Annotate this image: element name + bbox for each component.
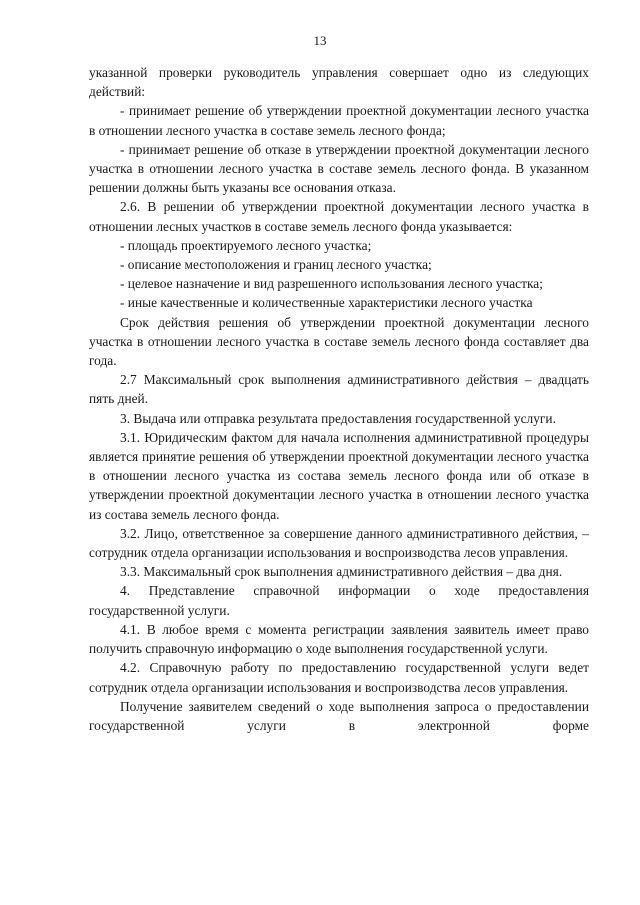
paragraph: 3. Выдача или отправка результата предоставления государственной услуги. [120, 410, 556, 426]
paragraph: - площадь проектируемого лесного участка; [120, 237, 372, 253]
paragraph: указанной проверки руководитель управления совершает одно из следующих действий: [89, 65, 589, 100]
paragraph: - принимает решение об утверждении проектной документации лесного участка в отношении лесного участка в составе земель лесного фонда; [89, 103, 589, 138]
paragraph: 4. Представление справочной информации о ходе предоставления государственной услуги. [89, 583, 589, 618]
paragraph: 4.1. В любое время с момента регистрации заявления заявитель имеет право получить справочную информацию о ходе выполнения государственной услуги. [89, 621, 589, 657]
paragraph: 3.2. Лицо, ответственное за совершение данного административного действия, – сотрудник отдела организации использования и воспроизводства лесов управления. [89, 525, 589, 561]
document-body [89, 63, 589, 735]
paragraph: 2.7 Максимальный срок выполнения административного действия – двадцать пять дней. [89, 372, 589, 407]
paragraph: - иные качественные и количественные характеристики лесного участка [120, 295, 533, 311]
paragraph: - описание местоположения и границ лесного участка; [120, 257, 432, 273]
paragraph: Срок действия решения об утверждении проектной документации лесного участка в отношении лесного участка в составе земель лесного фонда составляет два года. [89, 314, 589, 369]
page-number: 13 [313, 33, 327, 48]
paragraph: 4.2. Справочную работу по предоставлению государственной услуги ведет сотрудник отдела организации использования и воспроизводства лесов управления. [89, 660, 589, 695]
paragraph: - принимает решение об отказе в утверждении проектной документации лесного участка в отношении лесного участка в составе земель лесного фонда. В указанном решении должны быть указаны все основания отказа. [89, 141, 589, 196]
paragraph: 2.6. В решении об утверждении проектной документации лесного участка в отношении лесных участков в составе земель лесного фонда указывается: [89, 199, 589, 234]
paragraph: 3.3. Максимальный срок выполнения административного действия – два дня. [120, 564, 563, 580]
paragraph: - целевое назначение и вид разрешенного использования лесного участка; [120, 276, 543, 292]
paragraph: Получение заявителем сведений о ходе выполнения запроса о предоставлении государственной услуги в электронной форме [89, 698, 589, 733]
paragraph: 3.1. Юридическим фактом для начала исполнения административной процедуры является принятие решения об утверждении проектной документации лесного участка в отношении лесного участка из состава земель лесного фонда или об отказе в утверждении проектной документации лесного участка в отношении лесного участка из состава земель лесного фонда. [89, 429, 589, 522]
